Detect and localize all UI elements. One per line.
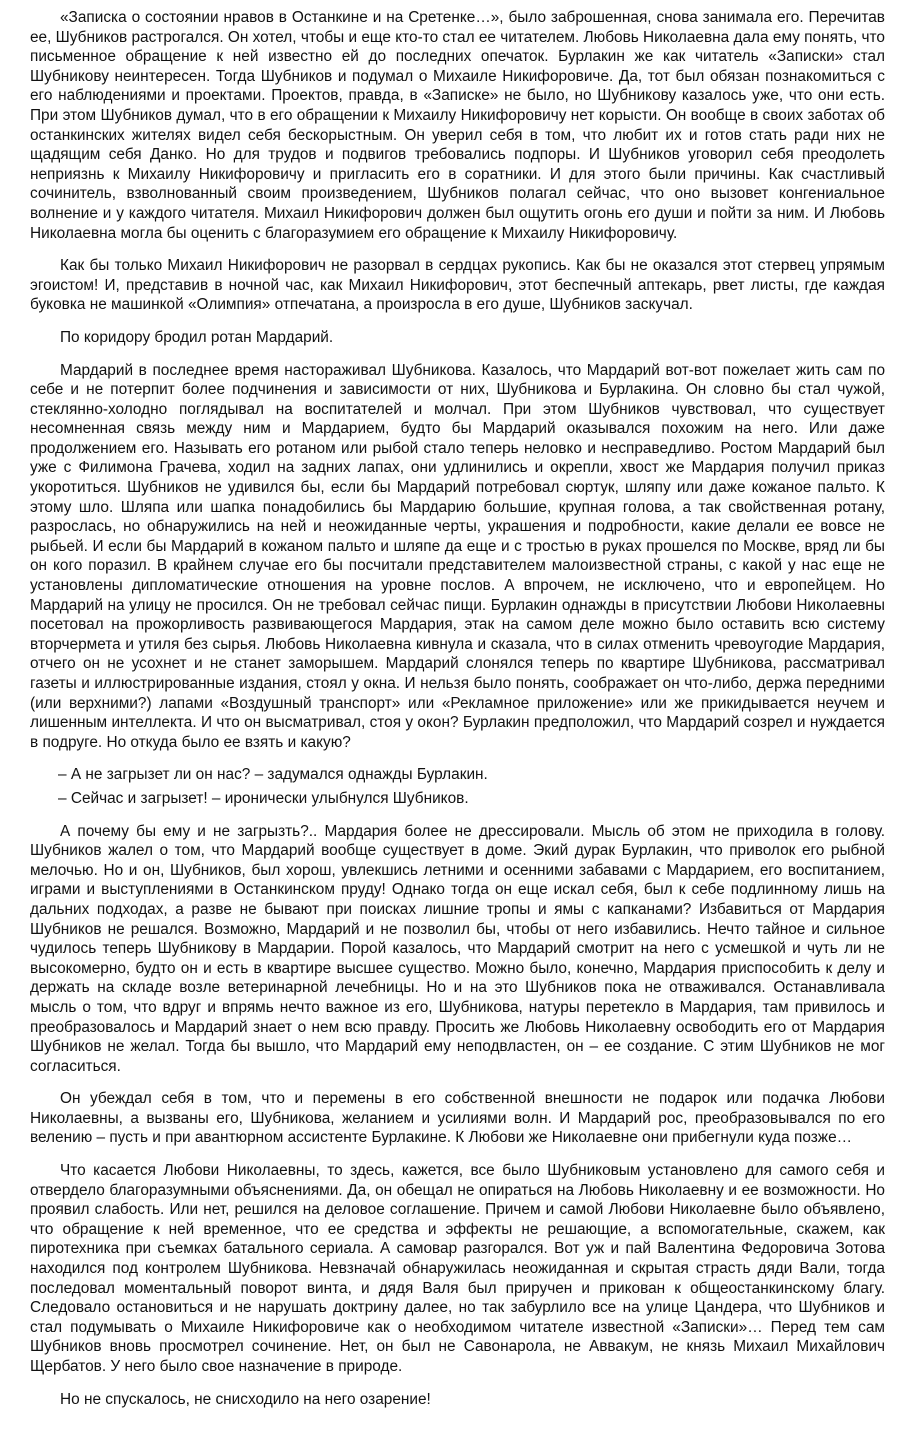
- dialog-line: – А не загрызет ли он нас? – задумался однажды Бурлакин.: [58, 766, 488, 784]
- dialog-line: – Сейчас и загрызет! – иронически улыбнулся Шубников.: [58, 789, 469, 807]
- paragraph: Как бы только Михаил Никифорович не разорвал в сердцах рукопись. Как бы не оказался этот стервец упрямым эгоистом! И, представив в ночной час, как Михаил Никифорович, этот беспечный аптекарь, рвет листы, где каждая буковка не машинкой «Олимпия» отпечатана, а произросла в его душе, Шубников заскучал.: [30, 257, 885, 314]
- paragraph: Он убеждал себя в том, что и перемены в его собственной внешности не подарок или подачка Любови Николаевны, а вызваны его, Шубникова, желанием и усилиями волн. И Мардарий рос, преобразовывался по его велению – пусть и при авантюрном ассистенте Бурлакине. К Любови же Николаевне они прибегнули куда позже…: [30, 1090, 885, 1147]
- paragraph: Что касается Любови Николаевны, то здесь, кажется, все было Шубниковым установлено для самого себя и отвердело благоразумными объяснениями. Да, он обещал не опираться на Любовь Николаевну и ее возможности. Но проявил слабость. Или нет, решился на деловое соглашение. Причем и самой Любови Николаевне было объявлено, что обращение к ней временное, что ее средства и эффекты не решающие, а вспомогательные, скажем, как пиротехника при съемках батального сериала. А самовар разгорался. Вот уж и пай Валентина Федоровича Зотова находился под контролем Шубникова. Невзначай обнаружилась неожиданная и скрытая страсть дяди Вали, тогда последовал моментальный поворот винта, и дядя Валя был приручен и прикован к общеостанкинскому благу. Следовало остановиться и не нарушать доктрину далее, но так забурлило все на улице Цандера, что Шубников и стал подумывать о Михаиле Никифоровиче как о необходимом читателе известной «Записки»… Перед тем сам Шубников вновь просмотрел сочинение. Нет, он был не Савонарола, не Аввакум, не князь Михаил Михайлович Щербатов. У него было свое назначение в природе.: [30, 1162, 885, 1375]
- paragraph: Но не спускалось, не снисходило на него озарение!: [60, 1390, 431, 1408]
- paragraph: По коридору бродил ротан Мардарий.: [60, 328, 334, 346]
- paragraph: «Записка о состоянии нравов в Останкине и на Сретенке…», было заброшенная, снова занимала его. Перечитав ее, Шубников растрогался. Он хотел, чтобы и еще кто-то стал ее читателем. Любовь Николаевна дала ему понять, что письменное обращение к ней известно ей до последних опечаток. Бурлакин же как читатель «Записки» стал Шубникову неинтересен. Тогда Шубников и подумал о Михаиле Никифоровиче. Да, тот был обязан познакомиться с его наблюдениями и проектами. Проектов, правда, в «Записке» не было, но Шубникову казалось уже, что они есть. При этом Шубников думал, что в его обращении к Михаилу Никифоровичу нет корысти. Он вообще в своих заботах об останкинских жителях видел себя бескорыстным. Он уверил себя в том, что любит их и готов стать ради них не щадящим себя Данко. Но для трудов и подвигов требовались подпоры. И Шубников уговорил себя преодолеть неприязнь к Михаилу Никифоровичу и пригласить его в соратники. И для этого были причины. Как счастливый сочинитель, взволнованный своим произведением, Шубников полагал сейчас, что оно вызовет конгениальное волнение и у каждого читателя. Михаил Никифорович должен был ощутить огонь его души и пойти за ним. И Любовь Николаевна могла бы оценить с благоразумием его обращение к Михаилу Никифоровичу.: [30, 9, 885, 242]
- paragraph: А почему бы ему и не загрызть?.. Мардария более не дрессировали. Мысль об этом не приходила в голову. Шубников жалел о том, что Мардарий вообще существует в доме. Экий дурак Бурлакин, что приволок его рыбной мелочью. Но и он, Шубников, был хорош, увлекшись летними и осенними забавами с Мардарием, его воспитанием, играми и выступлениями в Останкинском пруду! Однако тогда он еще искал себя, был к себе подлинному лишь на дальних подходах, а разве не бывают при поисках лишние тропы и ямы с капканами? Избавиться от Мардария Шубников не решался. Возможно, Мардарий и не позволил бы, чтобы от него избавились. Нечто тайное и сильное чудилось теперь Шубникову в Мардарии. Порой казалось, что Мардарий смотрит на него с усмешкой и чуть ли не высокомерно, будто он и есть в квартире высшее существо. Можно было, конечно, Мардария приспособить к делу и держать на складе возле ветеринарной лечебницы. Но и на это Шубников пока не отваживался. Останавливала мысль о том, что вдруг и впрямь нечто важное из его, Шубникова, натуры перетекло в Мардария, там привилось и преобразовалось и Мардарий знает о нем всю правду. Просить же Любовь Николаевну освободить его от Мардария Шубников не желал. Тогда бы вышло, что Мардарий ему неподвластен, он – ее создание. С этим Шубников не мог согласиться.: [30, 822, 885, 1075]
- paragraph: Мардарий в последнее время настораживал Шубникова. Казалось, что Мардарий вот-вот пожелает жить сам по себе и не потерпит более подчинения и зависимости от них, Шубникова и Бурлакина. Он словно бы стал чужой, стеклянно-холодно поглядывал на воспитателей и молчал. При этом Шубников чувствовал, что существует несомненная связь между ним и Мардарием, будто бы Мардарий оказывался похожим на него. Или даже продолжением его. Называть его ротаном или рыбой стало теперь неловко и несправедливо. Ростом Мардарий был уже с Филимона Грачева, ходил на задних лапах, они удлинились и окрепли, хвост же Мардария получил приказ укоротиться. Шубников не удивился бы, если бы Мардарий потребовал сюртук, шляпу или даже кожаное пальто. К этому шло. Шляпа или шапка понадобились бы Мардарию большие, крупная голова, а так свойственная ротану, разрослась, но обнаружились на ней и неожиданные черты, украшения и подробности, какие делали ее вовсе не рыбьей. И если бы Мардарий в кожаном пальто и шляпе да еще и с тростью в руках прошелся по Москве, вряд ли бы он кого поразил. В крайнем случае его бы посчитали представителем малоизвестной страны, с какой у нас еще не установлены дипломатические отношения на уровне послов. А впрочем, не исключено, что и европейцем. Но Мардарий на улицу не просился. Он не требовал сейчас пищи. Бурлакин однажды в присутствии Любови Николаевны посетовал на прожорливость развивающегося Мардария, этак на самом деле можно было оставить всю систему вторчермета и утиля без сырья. Любовь Николаевна кивнула и сказала, что в силах отменить чревоугодие Мардария, отчего он не усохнет и не станет заморышем. Мардарий слонялся теперь по квартире Шубникова, рассматривал газеты и иллюстрированные издания, стоял у окна. И нельзя было понять, соображает он что-либо, держа передними (или верхними?) лапами «Воздушный транспорт» или «Рекламное приложение» или же прикидывается неучем и лишенным интеллекта. И что он высматривал, стоя у окон? Бурлакин предположил, что Мардарий созрел и нуждается в подруге. Но откуда было ее взять и какую?: [30, 361, 885, 751]
